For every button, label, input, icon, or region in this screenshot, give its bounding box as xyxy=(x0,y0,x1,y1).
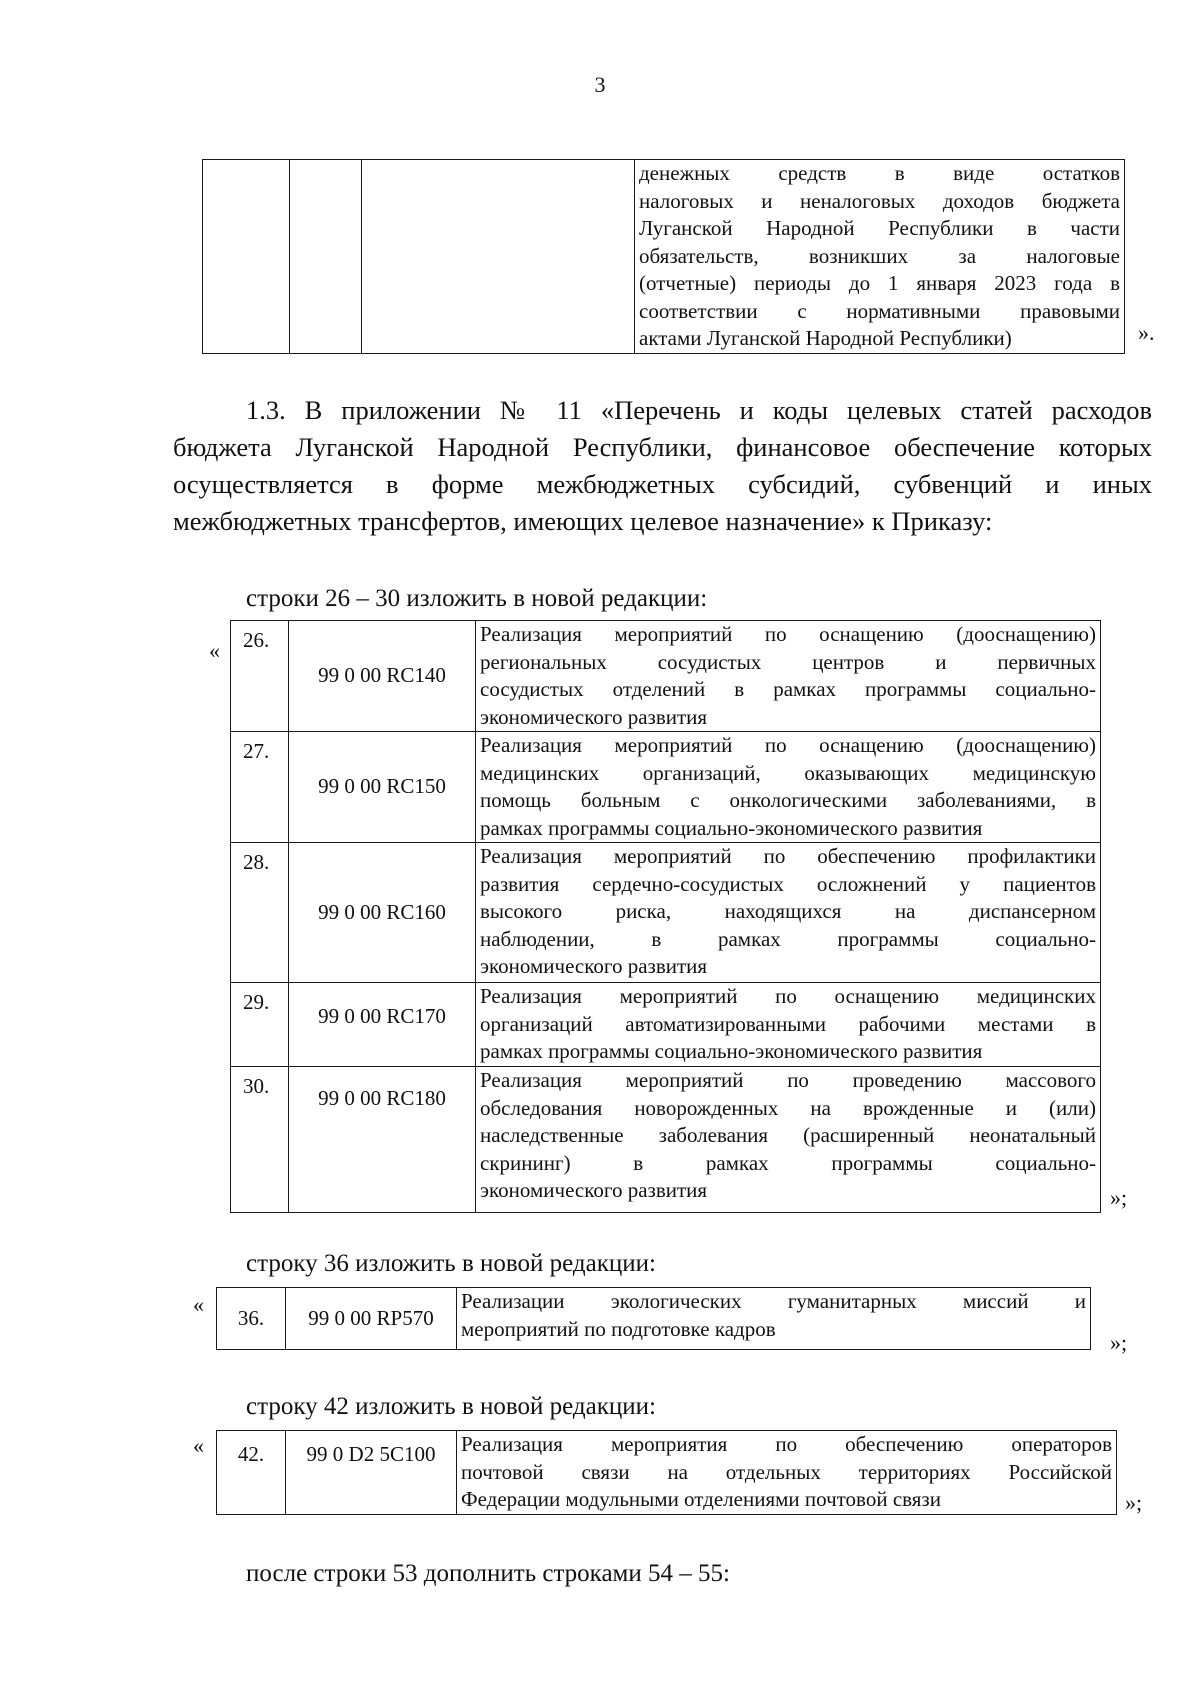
cell-line: налоговых и неналоговых доходов бюджета xyxy=(639,188,1120,213)
cell-line: наблюдении, в рамках программы социально- xyxy=(480,926,1096,951)
section-heading: строки 26 – 30 изложить в новой редакции: xyxy=(246,585,708,612)
table-row xyxy=(231,1067,1101,1213)
close-quote-mark: ». xyxy=(1138,320,1155,345)
cell-line: региональных сосудистых центров и первичных xyxy=(480,649,1096,674)
cell-line: рамках программы социально-экономического развития xyxy=(480,1039,983,1063)
cell-line: мероприятий по подготовке кадров xyxy=(461,1316,776,1341)
cell-line: развития сердечно-сосудистых осложнений у пациентов xyxy=(480,871,1096,896)
table-row xyxy=(217,1288,1091,1350)
cell-line: медицинских организаций, оказывающих медицинскую xyxy=(480,760,1096,785)
row-description xyxy=(457,1288,1091,1350)
row-number: 29. xyxy=(231,983,289,1067)
cell-line: Реализация мероприятий по оснащению (дооснащению) xyxy=(480,733,1096,757)
row-number: 36. xyxy=(217,1288,286,1350)
cell-line: Реализация мероприятий по обеспечению профилактики xyxy=(480,844,1096,868)
row-code: 99 0 D2 5C100 xyxy=(286,1431,457,1515)
table-cell xyxy=(362,160,635,354)
cell-line: Реализация мероприятий по проведению массового xyxy=(480,1068,1096,1092)
row-code: 99 0 00 RC160 xyxy=(289,843,476,983)
close-quote-mark: »; xyxy=(1110,1185,1128,1210)
cell-line: соответствии с нормативными правовыми xyxy=(639,298,1120,323)
table-row xyxy=(217,1431,1117,1515)
cell-line: рамках программы социально-экономического развития xyxy=(480,815,983,840)
continuation-table xyxy=(202,159,1125,354)
table-row xyxy=(231,983,1101,1067)
section-heading: строку 42 изложить в новой редакции: xyxy=(246,1393,656,1420)
table-row xyxy=(231,843,1101,983)
cell-line: (отчетные) периоды до 1 января 2023 года в xyxy=(639,271,1120,295)
row-42-table xyxy=(216,1430,1117,1515)
open-quote-mark: « xyxy=(193,1433,204,1458)
paragraph-line: бюджета Луганской Народной Республики, финансовое обеспечение которых xyxy=(173,432,1152,462)
row-description xyxy=(476,843,1101,983)
row-description xyxy=(476,732,1101,843)
cell-line: Луганской Народной Республики в части xyxy=(639,216,1120,240)
cell-line: наследственные заболевания (расширенный неонатальный xyxy=(480,1123,1096,1147)
cell-line: экономического развития xyxy=(480,704,708,729)
cell-line: скрининг) в рамках программы социально- xyxy=(480,1150,1096,1175)
row-code: 99 0 00 RP570 xyxy=(286,1288,457,1350)
close-quote-mark: »; xyxy=(1125,1490,1143,1515)
row-number: 42. xyxy=(217,1431,286,1515)
cell-line: Реализация мероприятий по оснащению медицинских xyxy=(480,984,1096,1008)
cell-line: Реализация мероприятия по обеспечению операторов xyxy=(461,1432,1112,1456)
row-code: 99 0 00 RC170 xyxy=(289,983,476,1067)
cell-line: почтовой связи на отдельных территориях Российской xyxy=(461,1459,1112,1484)
cell-line: помощь больным с онкологическими заболеваниями, в xyxy=(480,788,1096,812)
paragraph-line: 1.3. В приложении № 11 «Перечень и коды целевых статей расходов xyxy=(246,395,1152,425)
row-number: 30. xyxy=(231,1067,289,1213)
table-cell xyxy=(290,160,362,354)
cell-line: актами Луганской Народной Республики) xyxy=(639,326,1012,350)
cell-line: Реализация мероприятий по оснащению (дооснащению) xyxy=(480,622,1096,646)
cell-line: организаций автоматизированными рабочими местами в xyxy=(480,1011,1096,1036)
paragraph-line: межбюджетных трансфертов, имеющих целевое назначение» к Приказу: xyxy=(173,506,993,536)
row-code: 99 0 00 RC140 xyxy=(289,621,476,732)
row-description xyxy=(457,1431,1117,1515)
table-cell xyxy=(203,160,290,354)
table-row xyxy=(231,621,1101,732)
table-row xyxy=(231,732,1101,843)
closing-instruction: после строки 53 дополнить строками 54 – 55: xyxy=(246,1560,730,1587)
row-code: 99 0 00 RC180 xyxy=(289,1067,476,1213)
cell-line: Федерации модульными отделениями почтовой связи xyxy=(461,1487,941,1511)
page-number: 3 xyxy=(594,72,606,97)
row-description xyxy=(476,621,1101,732)
cell-line: экономического развития xyxy=(480,1178,708,1202)
row-number: 26. xyxy=(231,621,289,732)
cell-line: обязательств, возникших за налоговые xyxy=(639,243,1120,268)
close-quote-mark: »; xyxy=(1110,1330,1128,1355)
row-description xyxy=(476,983,1101,1067)
target-articles-table xyxy=(230,620,1101,1213)
row-code: 99 0 00 RC150 xyxy=(289,732,476,843)
cell-line: высокого риска, находящихся на диспансерном xyxy=(480,899,1096,923)
row-number: 27. xyxy=(231,732,289,843)
table-cell-text xyxy=(635,160,1125,354)
cell-line: экономического развития xyxy=(480,954,708,978)
cell-line: Реализации экологических гуманитарных миссий и xyxy=(461,1289,1086,1313)
row-description xyxy=(476,1067,1101,1213)
open-quote-mark: « xyxy=(209,638,220,663)
cell-line: обследования новорожденных на врожденные и (или) xyxy=(480,1095,1096,1120)
row-number: 28. xyxy=(231,843,289,983)
row-36-table xyxy=(216,1287,1091,1350)
open-quote-mark: « xyxy=(193,1292,204,1317)
cell-line: денежных средств в виде остатков xyxy=(639,161,1120,185)
section-heading: строку 36 изложить в новой редакции: xyxy=(246,1250,656,1277)
paragraph-line: осуществляется в форме межбюджетных субсидий, субвенций и иных xyxy=(173,469,1152,499)
cell-line: сосудистых отделений в рамках программы социально- xyxy=(480,677,1096,701)
